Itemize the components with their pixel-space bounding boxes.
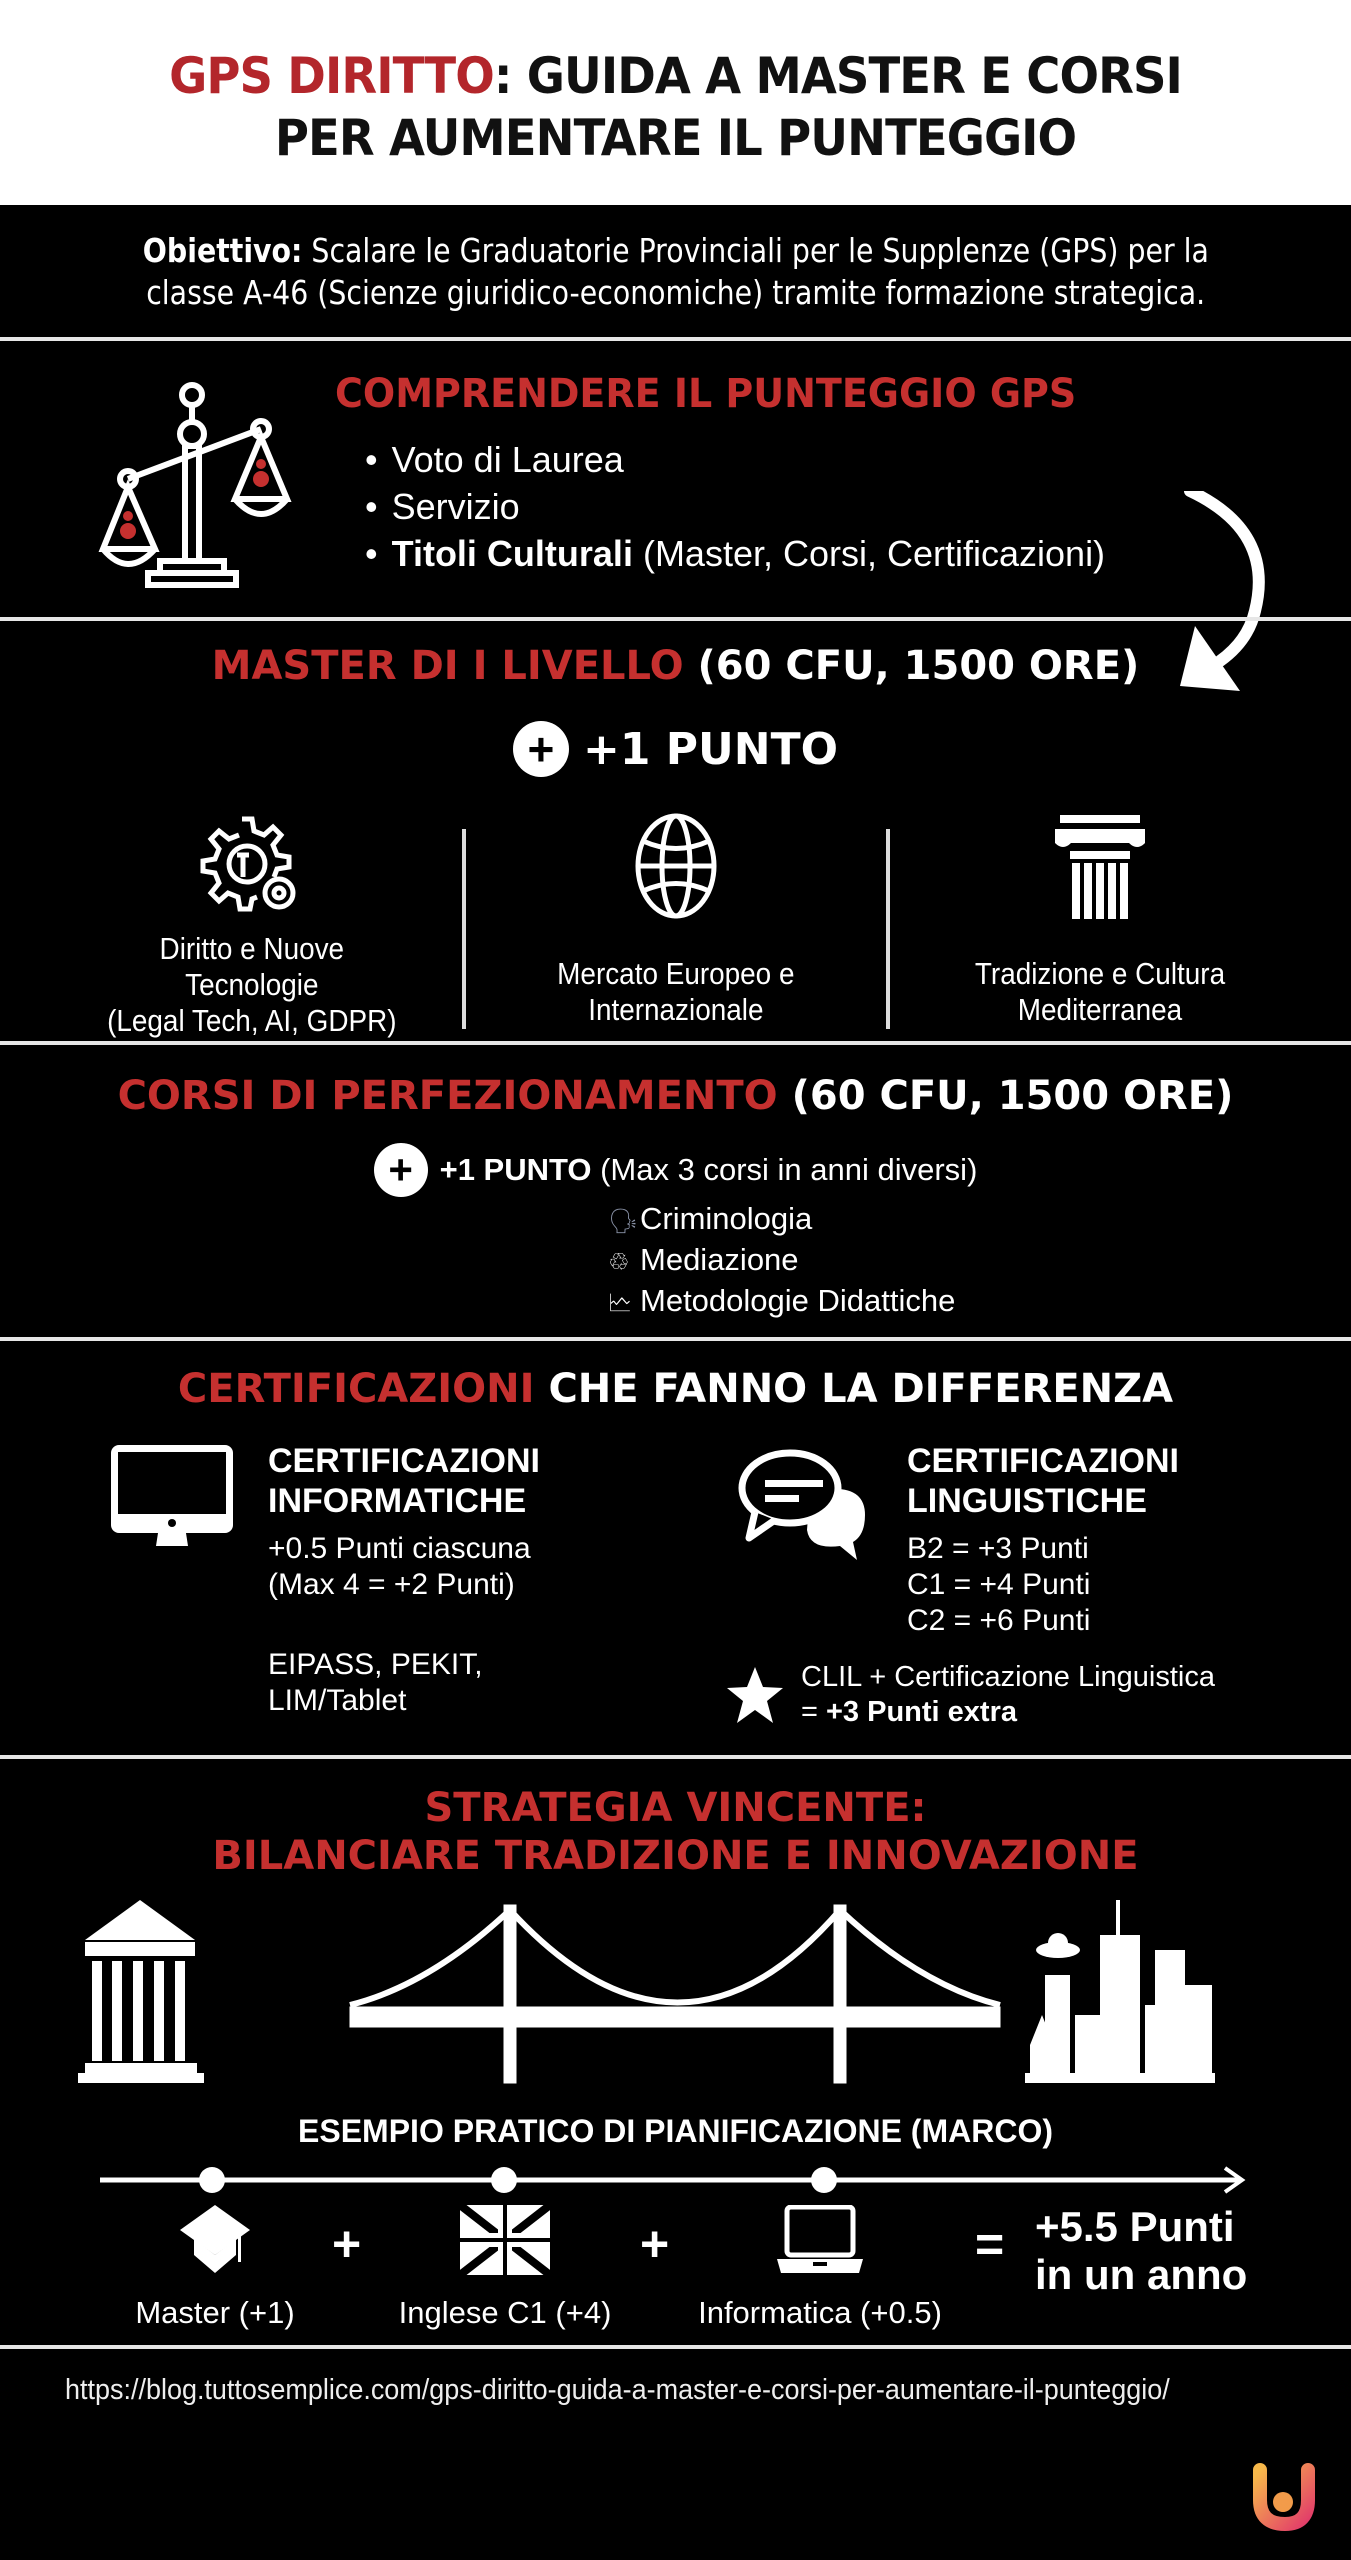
area-label: Tecnologie [184, 967, 319, 1002]
plan-item-master [120, 2205, 310, 2331]
footer [0, 2349, 1351, 2560]
cert-informatiche [268, 1441, 540, 1719]
clil-text: CLIL + Certificazione Linguistica [801, 1661, 1216, 1693]
plan-item-english [385, 2205, 625, 2331]
equals-operator: = [975, 2216, 1005, 2272]
plus-operator: + [332, 2216, 362, 2272]
ionic-column-icon [1045, 811, 1155, 921]
globe-icon [621, 811, 731, 921]
page-title [0, 0, 1351, 205]
master-points [0, 721, 1351, 777]
landmarks-illustration [0, 1895, 1351, 2085]
cert-points: (Max 4 = +2 Punti) [268, 1568, 515, 1601]
gears-wrench-icon [197, 811, 307, 921]
graduation-cap-icon [180, 2205, 250, 2275]
cert-examples: LIM/Tablet [268, 1684, 407, 1717]
chat-bubbles-icon [735, 1440, 875, 1560]
cert-heading: CERTIFICAZIONI CHE FANNO LA DIFFERENZA [177, 1366, 1174, 1412]
timeline-arrow [100, 2160, 1250, 2200]
suspension-bridge-icon [350, 1905, 1000, 2083]
area-label: Diritto e Nuove [159, 931, 344, 966]
master-area-europe [466, 811, 886, 1031]
strategy-heading: STRATEGIA VINCENTE: BILANCIARE TRADIZIONE E INNOVAZIONE [212, 1785, 1139, 1879]
objective-line-2: classe A-46 (Scienze giuridico-economiche) tramite formazione strategica. [145, 273, 1206, 312]
uk-flag-icon [460, 2205, 550, 2275]
corsi-section [0, 1045, 1351, 1333]
source-url-link[interactable]: https://blog.tuttosemplice.com/gps-diritto-guida-a-master-e-corsi-per-aumentare-il-punteggio/ [65, 2374, 1170, 2406]
cert-linguistiche [907, 1441, 1179, 1639]
cert-examples: EIPASS, PEKIT, [268, 1648, 483, 1681]
tuttosemplice-logo-icon [1250, 2462, 1320, 2532]
clil-points: +3 Punti extra [826, 1696, 1017, 1728]
corsi-points [0, 1143, 1351, 1197]
title-line-1 [47, 45, 1303, 107]
master-section [0, 621, 1351, 1041]
corsi-points-label: +1 PUNTO [439, 1152, 592, 1187]
list-item: 🗣Criminologia [608, 1200, 955, 1241]
plan-item-label: Master (+1) [135, 2295, 295, 2330]
objective-section [0, 205, 1351, 337]
corsi-heading: CORSI DI PERFEZIONAMENTO (60 CFU, 1500 ORE) [117, 1073, 1234, 1119]
plus-operator: + [640, 2216, 670, 2272]
head-profile-icon: 🗣 [608, 1208, 639, 1235]
objective-label: Obiettivo: [142, 231, 303, 270]
cert-title: CERTIFICAZIONI [907, 1442, 1179, 1480]
area-label: (Legal Tech, AI, GDPR) [106, 1003, 397, 1038]
teacher-board-icon: 🗠 [608, 1290, 633, 1317]
cert-points: +0.5 Punti ciascuna [268, 1532, 531, 1565]
objective-text-1: Scalare le Graduatorie Provinciali per le Supplenze (GPS) per la [302, 231, 1209, 270]
list-item: • Servizio [365, 483, 1105, 530]
cert-level: C1 = +4 Punti [907, 1568, 1091, 1601]
cert-title: LINGUISTICHE [907, 1482, 1147, 1520]
corsi-points-note: (Max 3 corsi in anni diversi) [591, 1152, 978, 1187]
master-area-mediterranean [890, 811, 1310, 1031]
plus-circle-icon: + [513, 721, 569, 777]
cert-level: C2 = +6 Punti [907, 1604, 1091, 1637]
master-areas [0, 811, 1351, 1038]
master-area-tech [42, 811, 462, 1038]
score-list [365, 436, 1105, 577]
modern-city-skyline-icon [1025, 1900, 1215, 2083]
classical-temple-icon [78, 1900, 204, 2083]
plan-title: ESEMPIO PRATICO DI PIANIFICAZIONE (MARCO) [298, 2113, 1053, 2149]
cert-title: CERTIFICAZIONI [268, 1442, 540, 1480]
plan-item-label: Inglese C1 (+4) [398, 2295, 612, 2330]
mediation-people-icon: ♲ [608, 1249, 630, 1276]
list-item: • Voto di Laurea [365, 436, 1105, 483]
corsi-list [608, 1200, 955, 1323]
cert-level: B2 = +3 Punti [907, 1532, 1089, 1565]
score-section [0, 341, 1351, 617]
list-item: ♲ Mediazione [608, 1241, 955, 1282]
plan-item-informatics [680, 2205, 960, 2331]
plus-circle-icon: + [374, 1143, 428, 1197]
list-item: 🗠 Metodologie Didattiche [608, 1282, 955, 1323]
plan-total: +5.5 Punti in un anno [1035, 2203, 1248, 2298]
laptop-icon [777, 2205, 863, 2275]
list-item: • Titoli Culturali (Master, Corsi, Certificazioni) [365, 530, 1105, 577]
score-heading: COMPRENDERE IL PUNTEGGIO GPS [335, 371, 1077, 417]
cert-title: INFORMATICHE [268, 1482, 527, 1520]
scale-of-justice-icon [95, 379, 295, 589]
area-label: Mediterranea [1017, 992, 1182, 1027]
title-rest: : GUIDA A MASTER E CORSI [493, 47, 1182, 105]
plan-item-label: Informatica (+0.5) [698, 2295, 942, 2330]
area-label: Tradizione e Cultura [974, 956, 1225, 991]
area-label: Internazionale [587, 992, 764, 1027]
master-points-label: +1 PUNTO [582, 723, 839, 775]
area-label: Mercato Europeo e [556, 956, 795, 991]
clil-bonus: CLIL + Certificazione Linguistica = +3 Punti extra [725, 1660, 1215, 1730]
desktop-monitor-icon [108, 1442, 238, 1552]
objective-line-1 [142, 230, 1208, 272]
title-line-2: PER AUMENTARE IL PUNTEGGIO [274, 109, 1077, 167]
star-icon [725, 1665, 785, 1725]
title-highlight: GPS DIRITTO [169, 47, 494, 105]
master-heading: MASTER DI I LIVELLO (60 CFU, 1500 ORE) [211, 643, 1140, 689]
